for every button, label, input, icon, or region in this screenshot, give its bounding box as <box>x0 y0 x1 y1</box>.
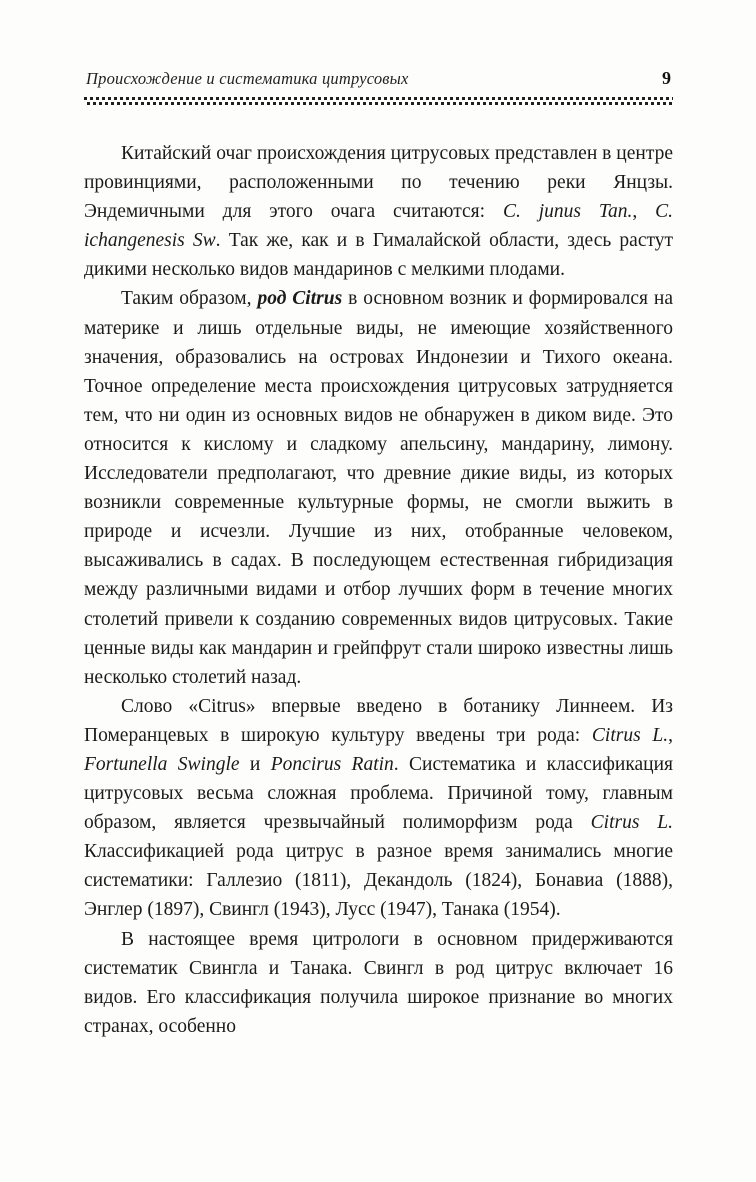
text-segment: Классификацией рода цитрус в разное время занимались многие систематики: Галлезио (1811), Декандоль (1824), Бонавиа (1888), Энглер (1897), Свингл (1943), Лусс (1947), Танака (1954). <box>84 841 673 921</box>
text-segment: В настоящее время цитрологи в основном придерживаются систематик Свингла и Танака. Свингл в род цитрус включает 16 видов. Его классификация получила широкое признание во многих странах, особенно <box>84 928 673 1037</box>
text-segment: , <box>632 201 656 223</box>
text-segment: , <box>668 724 673 746</box>
text-segment: Слово «Citrus» впервые введено в ботанику Линнеем. Из Померанцевых в широкую культуру введены три рода: <box>84 695 673 746</box>
page-number: 9 <box>662 68 671 88</box>
text-segment-italic: Poncirus Ratin <box>270 753 394 775</box>
paragraph <box>84 139 673 284</box>
running-title: Происхождение и систематика цитрусовых <box>86 69 409 88</box>
text-segment: и <box>239 753 271 775</box>
paragraph <box>84 925 673 1041</box>
text-segment: в основном возник и формировался на материке и лишь отдельные виды, не имеющие хозяйственного значения, образовались на островах Индонезии и Тихого океана. Точное определение места происхождения цитрусовых затрудняется тем, что ни один из основных видов не обнаружен в диком виде. Это относится к кислому и сладкому апельсину, мандарину, лимону. Исследователи предполагают, что древние дикие виды, из которых возникли современные культурные формы, не смогли выжить в природе и исчезли. Лучшие из них, отобранные человеком, высаживались в садах. В последующем естественная гибридизация между различными видами и отбор лучших форм в течение многих столетий привели к созданию современных видов цитрусовых. Такие ценные виды как мандарин и грейпфрут стали широко известны лишь несколько столетий назад. <box>84 288 674 688</box>
text-segment-italic: Fortunella Swingle <box>84 753 240 775</box>
text-segment: . Так же, как и в Гималайской области, здесь растут дикими несколько видов мандаринов с мелкими плодами. <box>84 230 674 281</box>
text-segment-italic: C. junus Tan. <box>502 201 633 223</box>
text-segment-italic: Citrus L. <box>591 724 669 746</box>
text-segment-italic: Citrus L. <box>590 812 673 834</box>
text-segment: Китайский очаг происхождения цитрусовых представлен в центре провинциями, расположенными по течению реки Янцзы. Эндемичными для этого очага считаются: <box>84 143 673 223</box>
body-text <box>84 139 673 1041</box>
text-segment-bold-italic: род Citrus <box>257 288 343 310</box>
header-divider-ornament <box>84 97 673 106</box>
paragraph <box>84 692 673 925</box>
text-segment: . Систематика и классификация цитрусовых весьма сложная проблема. Причиной тому, главным образом, является чрезвычайный полиморфизм рода <box>84 753 674 834</box>
text-segment: Таким образом, <box>121 288 258 310</box>
paragraph <box>84 284 673 691</box>
text-segment-italic: C. ichangenesis Sw <box>84 201 673 252</box>
page-header <box>84 68 673 95</box>
